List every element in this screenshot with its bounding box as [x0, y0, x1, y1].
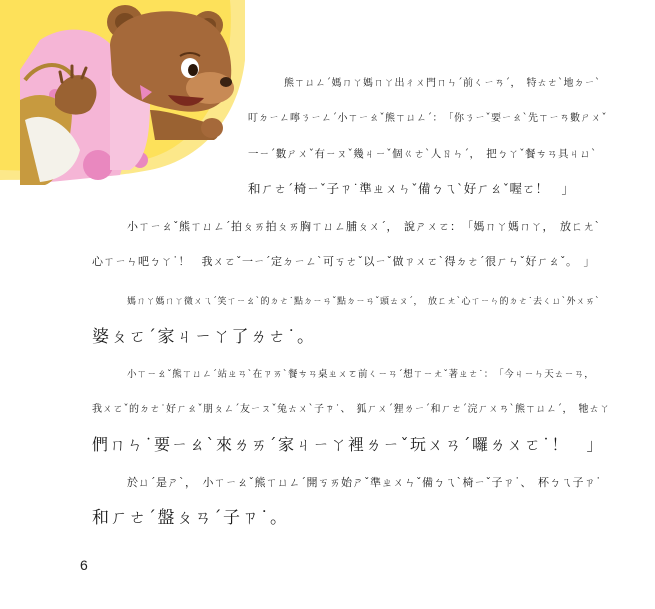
page-number: 6 — [80, 557, 88, 573]
text-line: 媽ㄇㄚ媽ㄇㄚ微ㄨㄟˊ笑ㄒㄧㄠˋ的ㄉㄜ˙點ㄉㄧㄢˇ點ㄉㄧㄢˇ頭ㄊㄡˊ， 放ㄈㄤˋ心ㄒㄧㄣ的ㄉㄜ˙去ㄑㄩˋ外ㄨㄞˋ — [127, 297, 601, 307]
text-line: 們ㄇㄣ˙要ㄧㄠˋ來ㄌㄞˊ家ㄐㄧㄚ裡ㄌㄧˇ玩ㄨㄢˊ囉ㄌㄨㄛ˙！ 」 — [92, 435, 605, 454]
text-line: 一ㄧˊ數ㄕㄨˇ有ㄧㄡˇ幾ㄐㄧˇ個ㄍㄜˋ人ㄖㄣˊ， 把ㄅㄚˇ餐ㄘㄢ具ㄐㄩˋ — [248, 148, 597, 160]
text-line: 熊ㄒㄩㄥˊ媽ㄇㄚ媽ㄇㄚ出ㄔㄨ門ㄇㄣˊ前ㄑㄧㄢˊ， 特ㄊㄜˋ地ㄉㄧˋ — [284, 78, 601, 89]
text-line: 小ㄒㄧㄠˇ熊ㄒㄩㄥˊ站ㄓㄢˋ在ㄗㄞˋ餐ㄘㄢ桌ㄓㄨㄛ前ㄑㄧㄢˊ想ㄒㄧㄤˇ著ㄓㄜ˙： 「今ㄐㄧㄣ天ㄊㄧㄢ， — [127, 369, 595, 380]
text-line: 小ㄒㄧㄠˇ熊ㄒㄩㄥˊ拍ㄆㄞ拍ㄆㄞ胸ㄒㄩㄥ脯ㄆㄨˊ， 說ㄕㄨㄛ： 「媽ㄇㄚ媽ㄇㄚ， 放ㄈㄤˋ — [127, 220, 601, 233]
text-line: 心ㄒㄧㄣ吧ㄅㄚ˙！ 我ㄨㄛˇ一ㄧˊ定ㄉㄧㄥˋ可ㄎㄜˇ以ㄧˇ做ㄗㄨㄛˋ得ㄉㄜˊ很ㄏㄣˇ好ㄏㄠˇ。 」 — [92, 255, 595, 268]
bear-illustration — [0, 0, 245, 190]
text-line: 婆ㄆㄛˊ家ㄐㄧㄚ了ㄌㄜ˙。 — [92, 327, 316, 347]
text-line: 和ㄏㄜˊ盤ㄆㄢˊ子ㄗ˙。 — [92, 508, 289, 528]
text-line: 和ㄏㄜˊ椅ㄧˇ子ㄗ˙準ㄓㄨㄣˇ備ㄅㄟˋ好ㄏㄠˇ喔ㄛ！ 」 — [248, 181, 575, 196]
text-line: 於ㄩˊ是ㄕˋ， 小ㄒㄧㄠˇ熊ㄒㄩㄥˊ開ㄎㄞ始ㄕˇ準ㄓㄨㄣˇ備ㄅㄟˋ椅ㄧˇ子ㄗ˙、 杯ㄅㄟ子ㄗ˙ — [127, 476, 602, 489]
text-line: 我ㄨㄛˇ的ㄉㄜ˙好ㄏㄠˇ朋ㄆㄥˊ友ㄧㄡˇ兔ㄊㄨˋ子ㄗ˙、 狐ㄏㄨˊ狸ㄌㄧˊ和ㄏㄜˊ浣ㄏㄨㄢˋ熊ㄒㄩㄥˊ， 牠ㄊㄚ — [92, 404, 610, 415]
text-line: 叮ㄉㄧㄥ嚀ㄋㄧㄥˊ小ㄒㄧㄠˇ熊ㄒㄩㄥˊ： 「你ㄋㄧˇ要ㄧㄠˋ先ㄒㄧㄢ數ㄕㄨˇ — [248, 113, 607, 124]
